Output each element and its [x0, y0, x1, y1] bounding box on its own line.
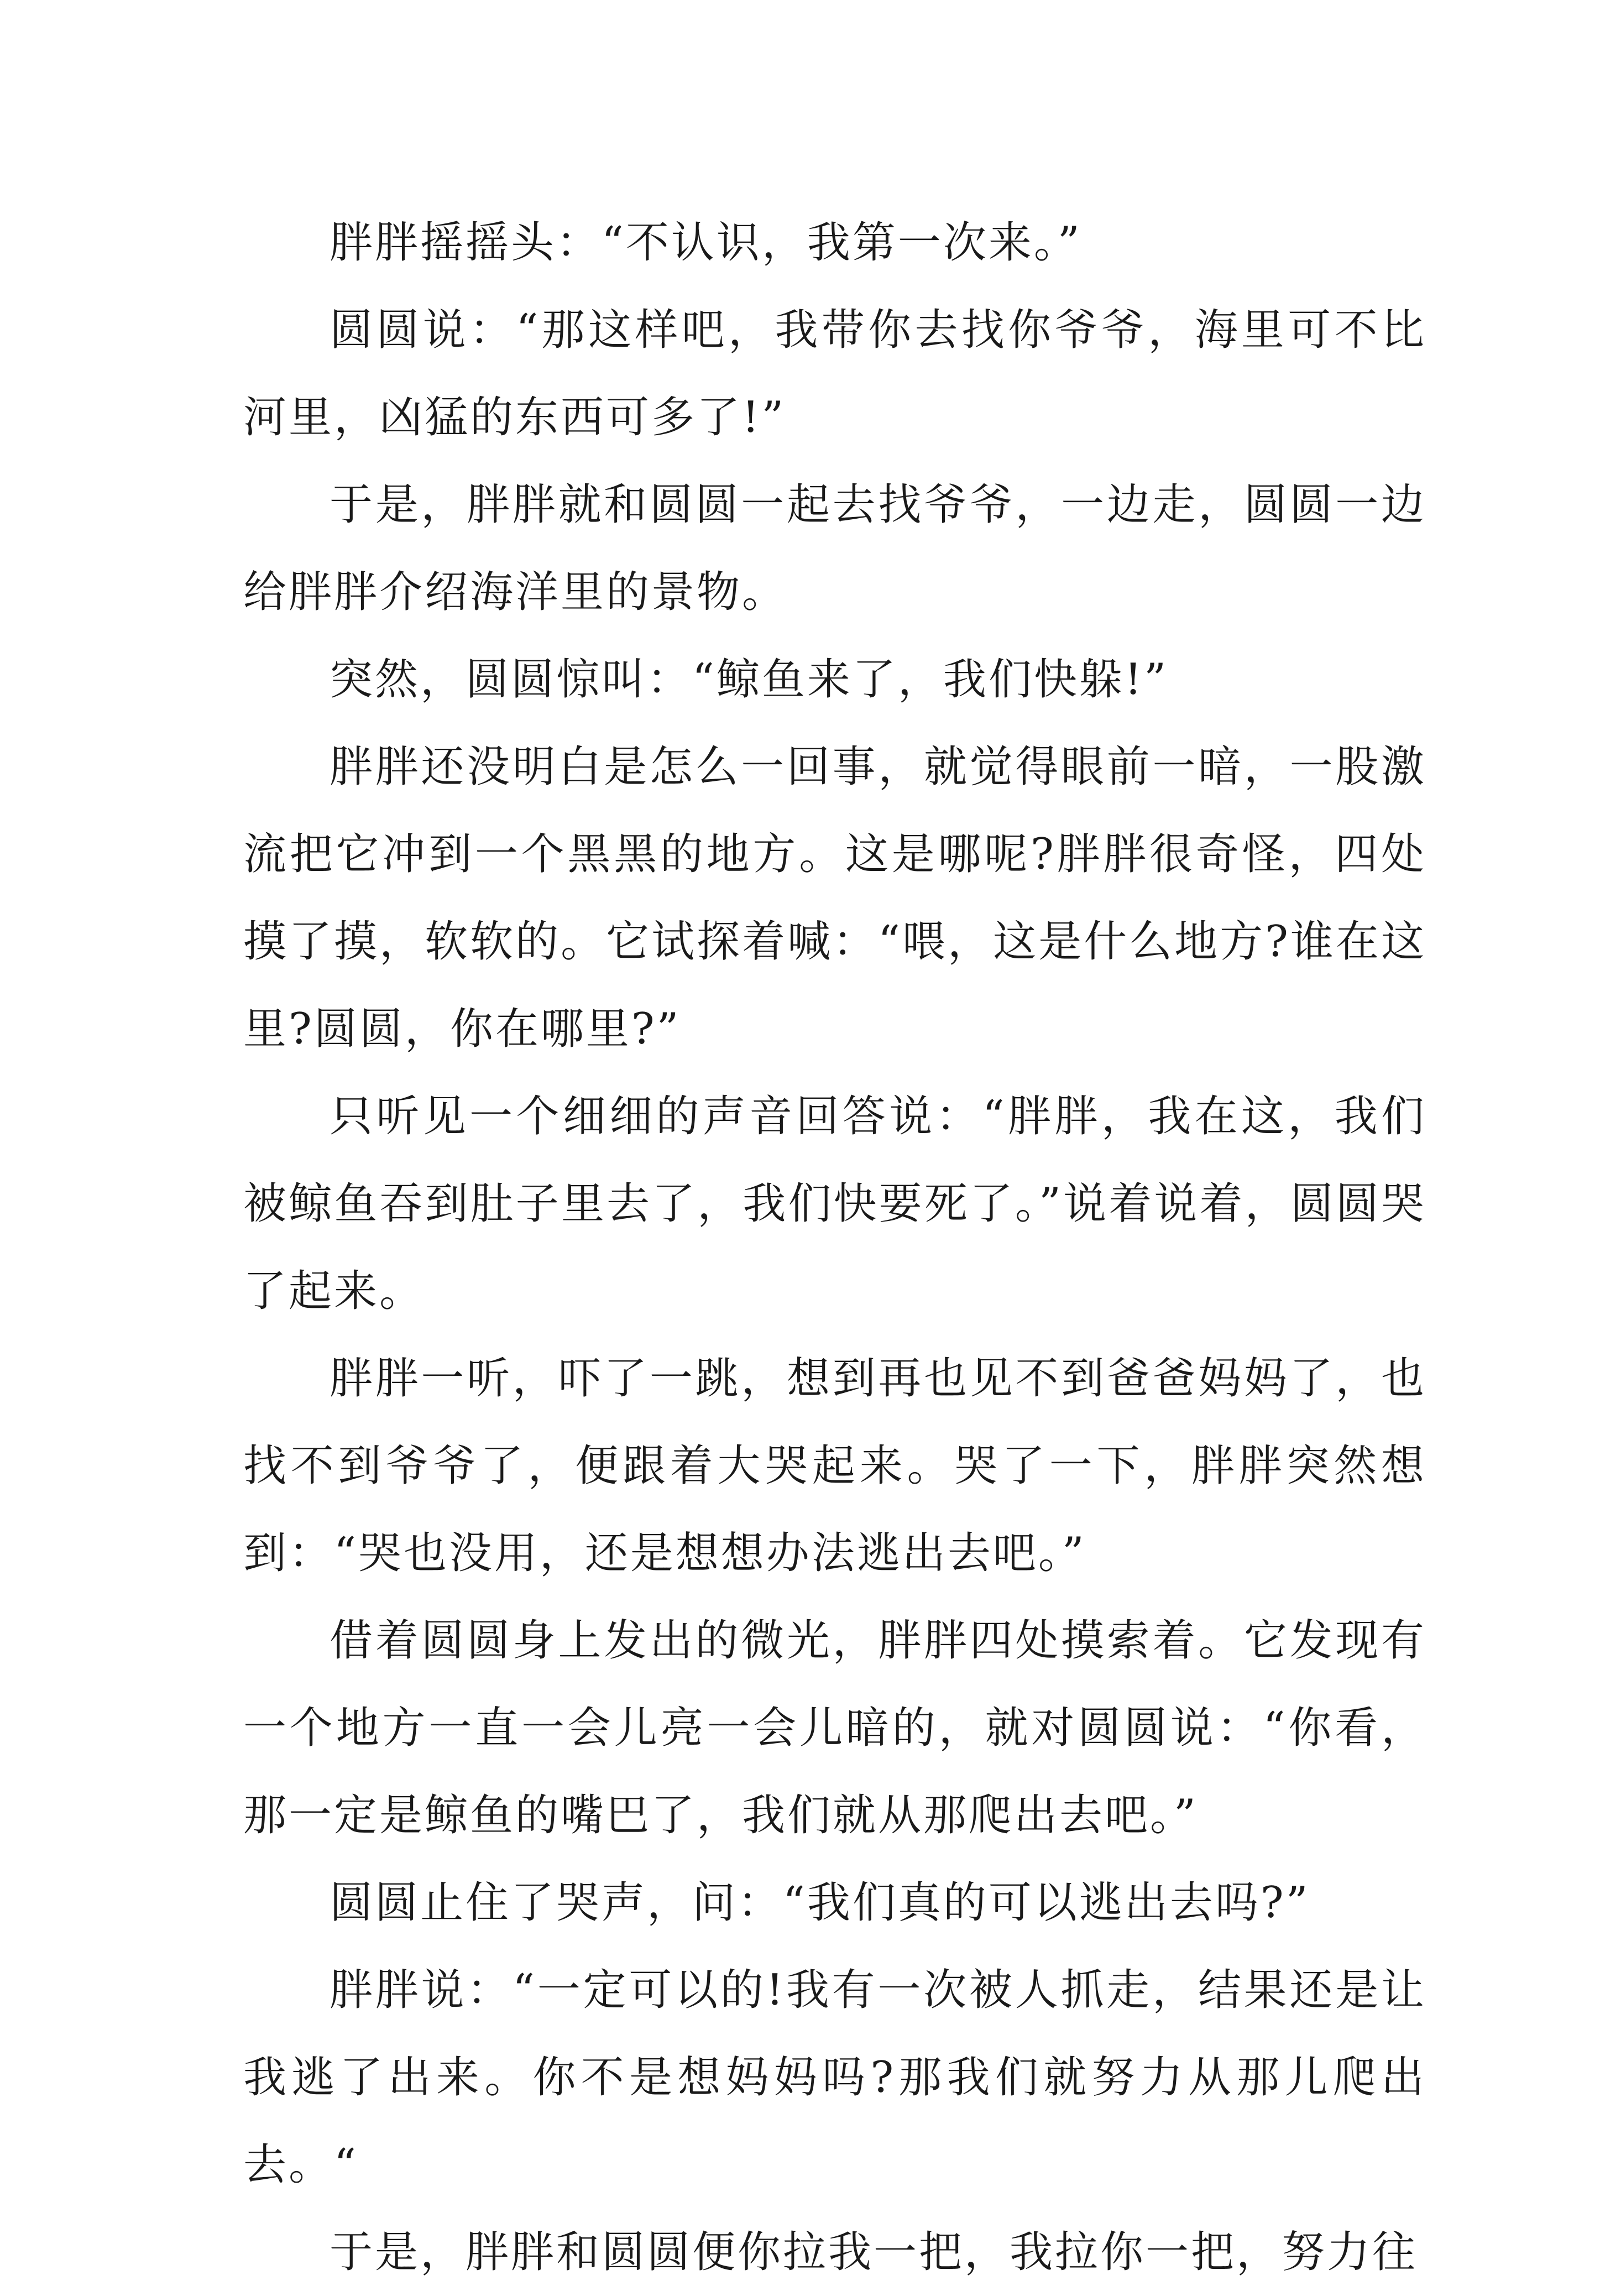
paragraph-8: 借着圆圆身上发出的微光，胖胖四处摸索着。它发现有一个地方一直一会儿亮一会儿暗的，就对圆圆说：“你看，那一定是鲸鱼的嘴巴了，我们就从那爬出去吧。” [243, 1616, 1426, 1840]
paragraph-9: 圆圆止住了哭声，问：“我们真的可以逃出去吗?” [330, 1878, 1310, 1928]
story-text [243, 199, 1426, 2296]
paragraph-11: 于是，胖胖和圆圆便你拉我一把，我拉你一把，努力往 [330, 2227, 1418, 2277]
paragraph-6: 只听见一个细细的声音回答说：“胖胖，我在这，我们被鲸鱼吞到肚子里去了，我们快要死了。”说着说着，圆圆哭了起来。 [243, 1092, 1426, 1316]
paragraph-2: 圆圆说：“那这样吧，我带你去找你爷爷，海里可不比河里，凶猛的东西可多了!” [243, 305, 1426, 442]
paragraph-1: 胖胖摇摇头：“不认识，我第一次来。” [330, 218, 1082, 268]
paragraph-3: 于是，胖胖就和圆圆一起去找爷爷，一边走，圆圆一边给胖胖介绍海洋里的景物。 [243, 480, 1426, 617]
paragraph-5: 胖胖还没明白是怎么一回事，就觉得眼前一暗，一股激流把它冲到一个黑黑的地方。这是哪呢?胖胖很奇怪，四处摸了摸，软软的。它试探着喊：“喂，这是什么地方?谁在这里?圆圆，你在哪里?” [243, 742, 1426, 1054]
paragraph-4: 突然，圆圆惊叫：“鲸鱼来了，我们快躲!” [330, 655, 1169, 705]
paragraph-10: 胖胖说：“一定可以的!我有一次被人抓走，结果还是让我逃了出来。你不是想妈妈吗?那我们就努力从那儿爬出去。“ [243, 1965, 1426, 2190]
paragraph-7: 胖胖一听，吓了一跳，想到再也见不到爸爸妈妈了，也找不到爷爷了，便跟着大哭起来。哭了一下，胖胖突然想到：“哭也没用，还是想想办法逃出去吧。” [243, 1354, 1426, 1578]
